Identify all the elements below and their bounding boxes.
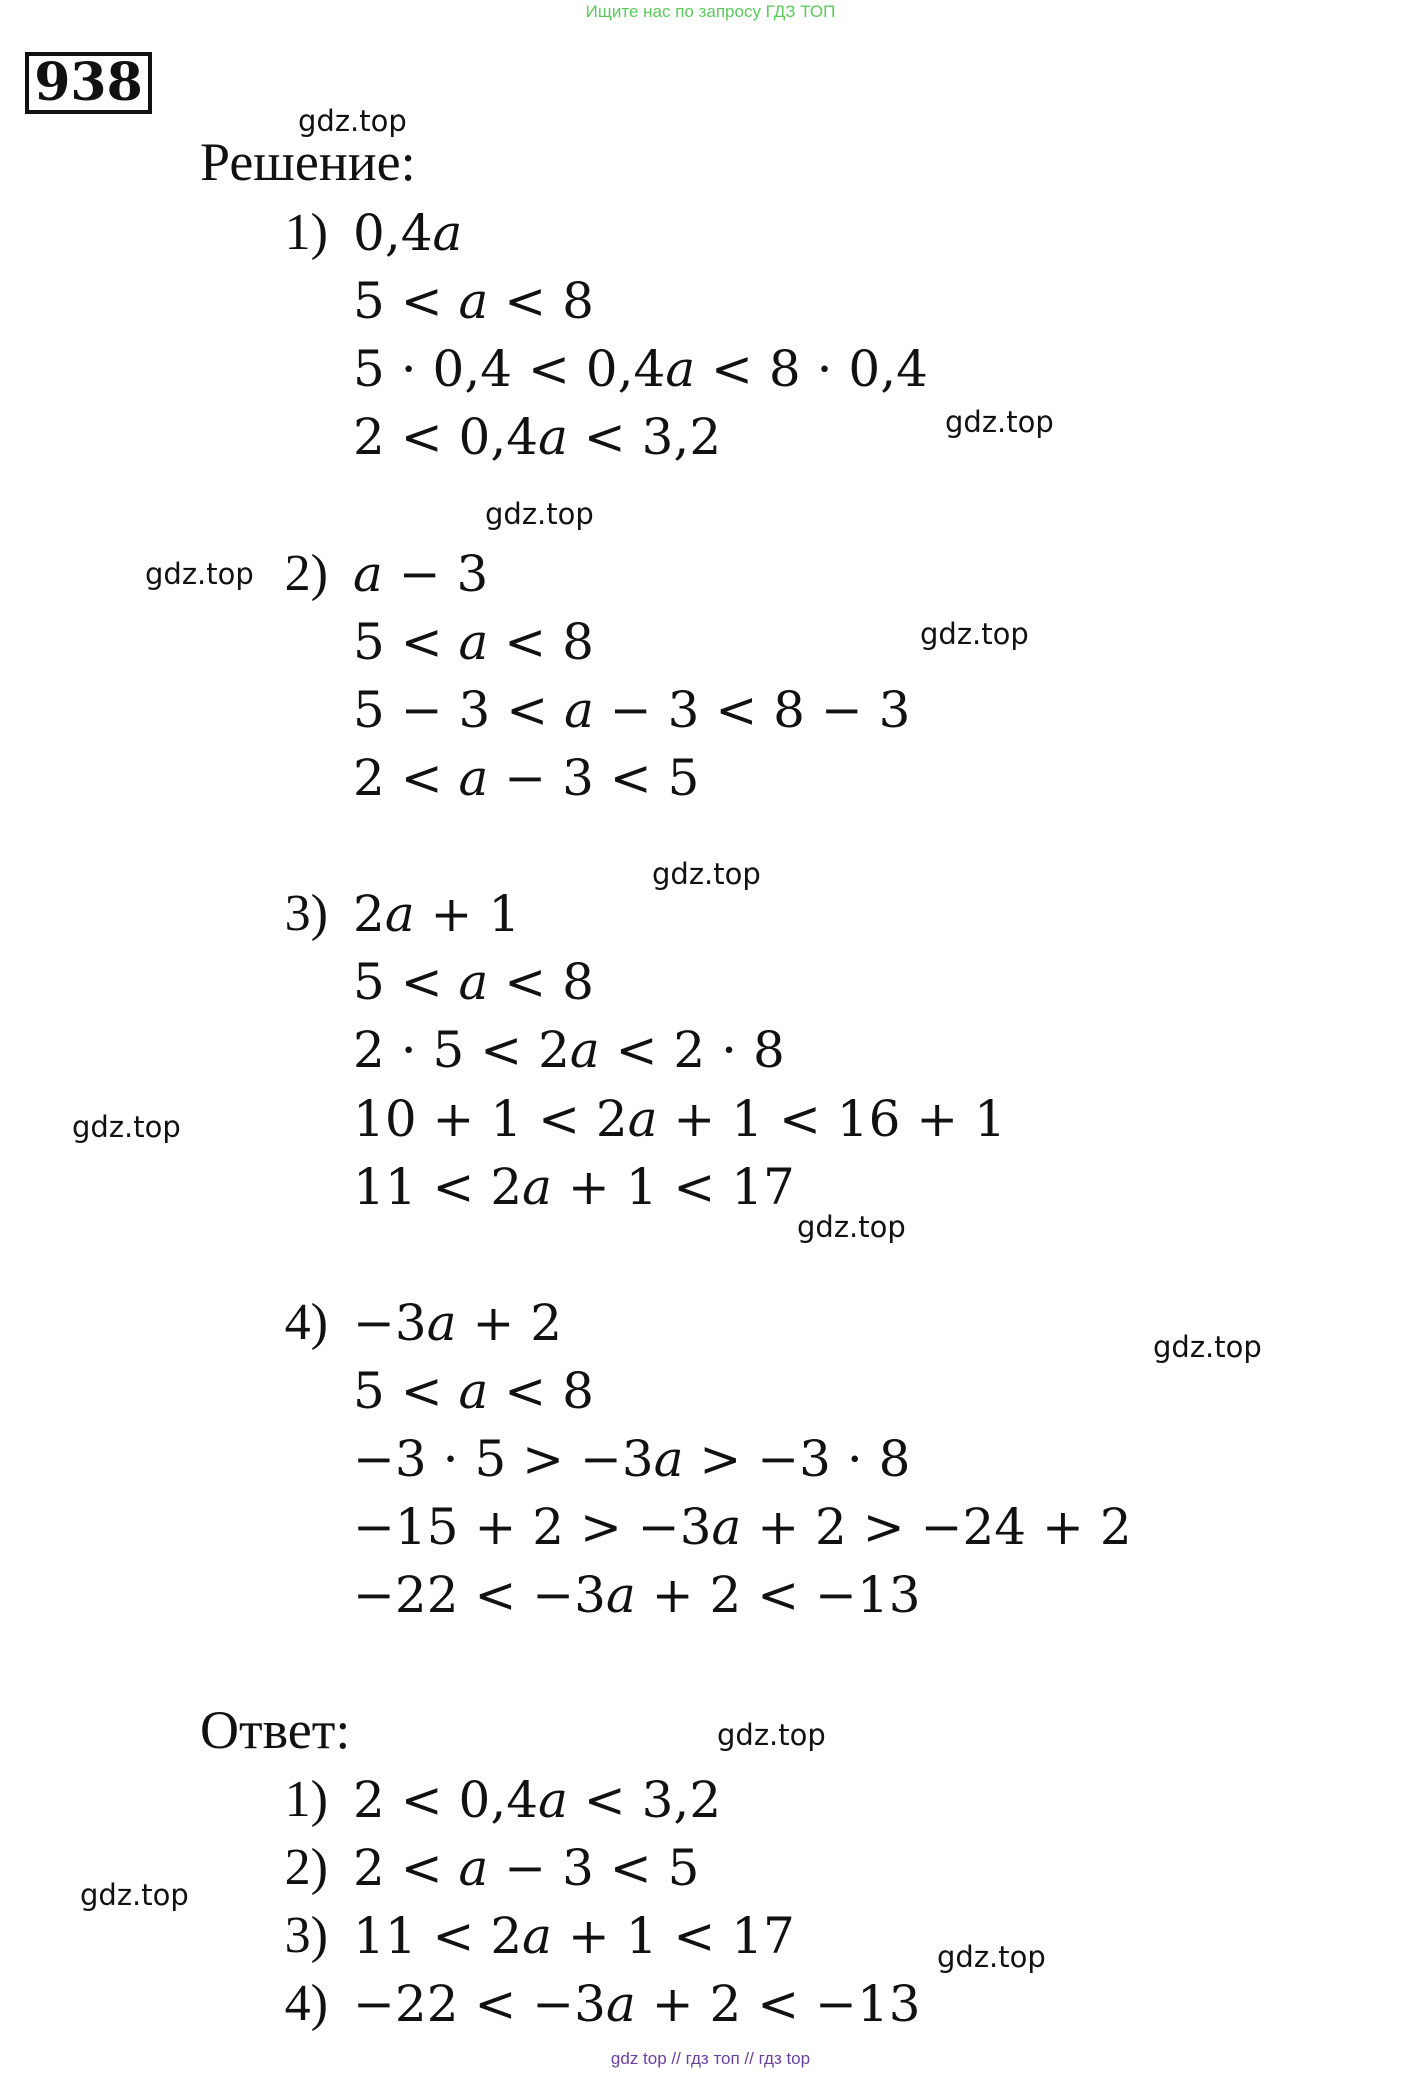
top-banner: Ищите нас по запросу ГДЗ ТОП — [585, 2, 836, 21]
item-2-expression: a − 3 — [353, 545, 489, 603]
item-1-number: 1) — [284, 204, 328, 261]
watermark: gdz.top — [80, 1878, 189, 1912]
answer-3-number: 3) — [284, 1907, 328, 1964]
item-2-result: 2 < a − 3 < 5 — [353, 749, 700, 807]
answer-4-text: −22 < −3a + 2 < −13 — [353, 1975, 921, 2033]
item-2-number: 2) — [284, 545, 328, 602]
item-3-number: 3) — [284, 885, 328, 942]
watermark: gdz.top — [937, 1940, 1046, 1974]
task-number-box: 938 — [25, 52, 152, 114]
watermark: gdz.top — [1153, 1330, 1262, 1364]
answer-2-text: 2 < a − 3 < 5 — [353, 1839, 700, 1897]
item-1-step: 5 · 0,4 < 0,4a < 8 · 0,4 — [353, 340, 928, 398]
item-1-result: 2 < 0,4a < 3,2 — [353, 408, 722, 466]
bottom-banner: gdz top // гдз топ // гдз top — [610, 2049, 811, 2068]
watermark: gdz.top — [717, 1718, 826, 1752]
item-4-condition: 5 < a < 8 — [353, 1362, 594, 1420]
answer-4-number: 4) — [284, 1975, 328, 2032]
watermark: gdz.top — [298, 104, 407, 138]
item-4-expression: −3a + 2 — [353, 1294, 563, 1352]
watermark: gdz.top — [72, 1110, 181, 1144]
answer-1-number: 1) — [284, 1771, 328, 1828]
item-4-step-2: −15 + 2 > −3a + 2 > −24 + 2 — [353, 1498, 1132, 1556]
item-3-expression: 2a + 1 — [353, 885, 521, 943]
watermark: gdz.top — [945, 405, 1054, 439]
item-3-step: 2 · 5 < 2a < 2 · 8 — [353, 1021, 785, 1079]
watermark: gdz.top — [797, 1210, 906, 1244]
watermark: gdz.top — [920, 617, 1029, 651]
watermark: gdz.top — [145, 557, 254, 591]
answer-3-text: 11 < 2a + 1 < 17 — [353, 1907, 795, 1965]
solution-heading: Решение: — [200, 132, 416, 192]
answer-heading: Ответ: — [200, 1700, 351, 1760]
item-3-condition: 5 < a < 8 — [353, 953, 594, 1011]
item-1-expression: 0,4a — [353, 204, 463, 262]
watermark: gdz.top — [485, 497, 594, 531]
item-3-result: 11 < 2a + 1 < 17 — [353, 1158, 795, 1216]
item-4-number: 4) — [284, 1294, 328, 1351]
item-4-result: −22 < −3a + 2 < −13 — [353, 1566, 921, 1624]
item-2-condition: 5 < a < 8 — [353, 613, 594, 671]
item-1-condition: 5 < a < 8 — [353, 272, 594, 330]
item-4-step: −3 · 5 > −3a > −3 · 8 — [353, 1430, 911, 1488]
answer-1-text: 2 < 0,4a < 3,2 — [353, 1771, 722, 1829]
item-3-step-2: 10 + 1 < 2a + 1 < 16 + 1 — [353, 1090, 1006, 1148]
watermark: gdz.top — [652, 857, 761, 891]
answer-2-number: 2) — [284, 1839, 328, 1896]
item-2-step: 5 − 3 < a − 3 < 8 − 3 — [353, 681, 911, 739]
